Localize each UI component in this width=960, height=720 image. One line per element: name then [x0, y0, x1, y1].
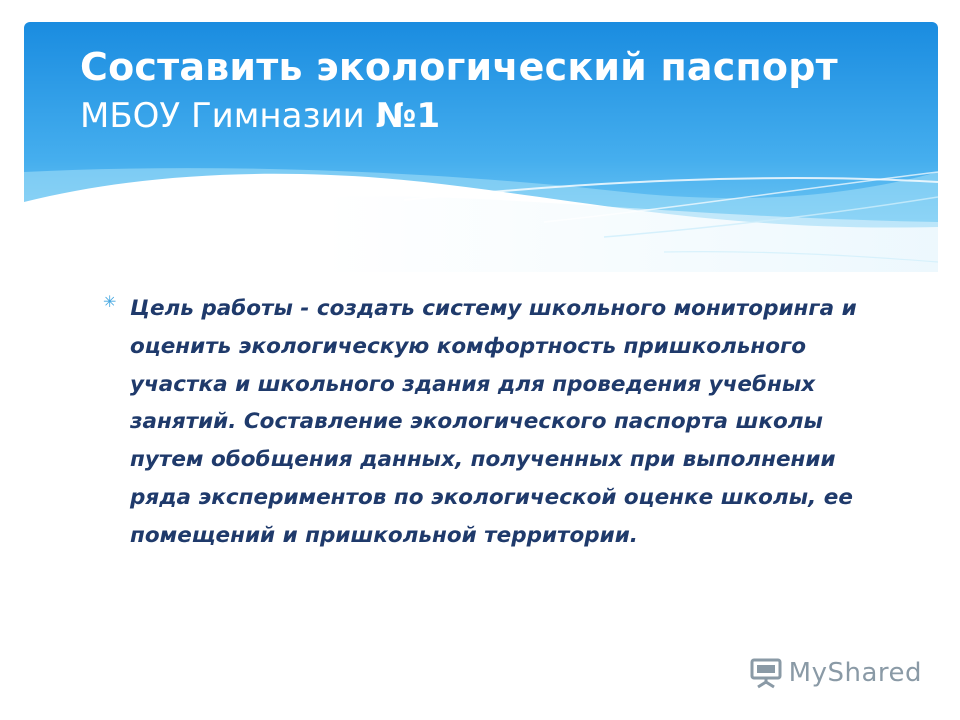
bullet-text: Цель работы - создать систему школьного мониторинга и оценить экологическую комфортность пришкольного участка и школьного здания для проведения учебных занятий. Составление экологического паспорта школы путем обобщения данных, полученных при выполнении ряда экспериментов по экологической оценке школы, ее помещений и пришкольной территории. [130, 296, 857, 548]
presentation-board-icon [749, 656, 783, 690]
title-line-2-number: №1 [375, 96, 441, 137]
slide-title [80, 44, 900, 138]
watermark [749, 656, 922, 690]
bullet-item [103, 290, 873, 555]
title-line-1: Составить экологический паспорт [80, 45, 838, 89]
title-line-2-prefix: МБОУ Гимназии [80, 96, 376, 137]
watermark-text: MyShared [788, 658, 922, 688]
title-line-2 [80, 96, 900, 137]
asterisk-bullet-icon: ✳ [103, 292, 117, 311]
